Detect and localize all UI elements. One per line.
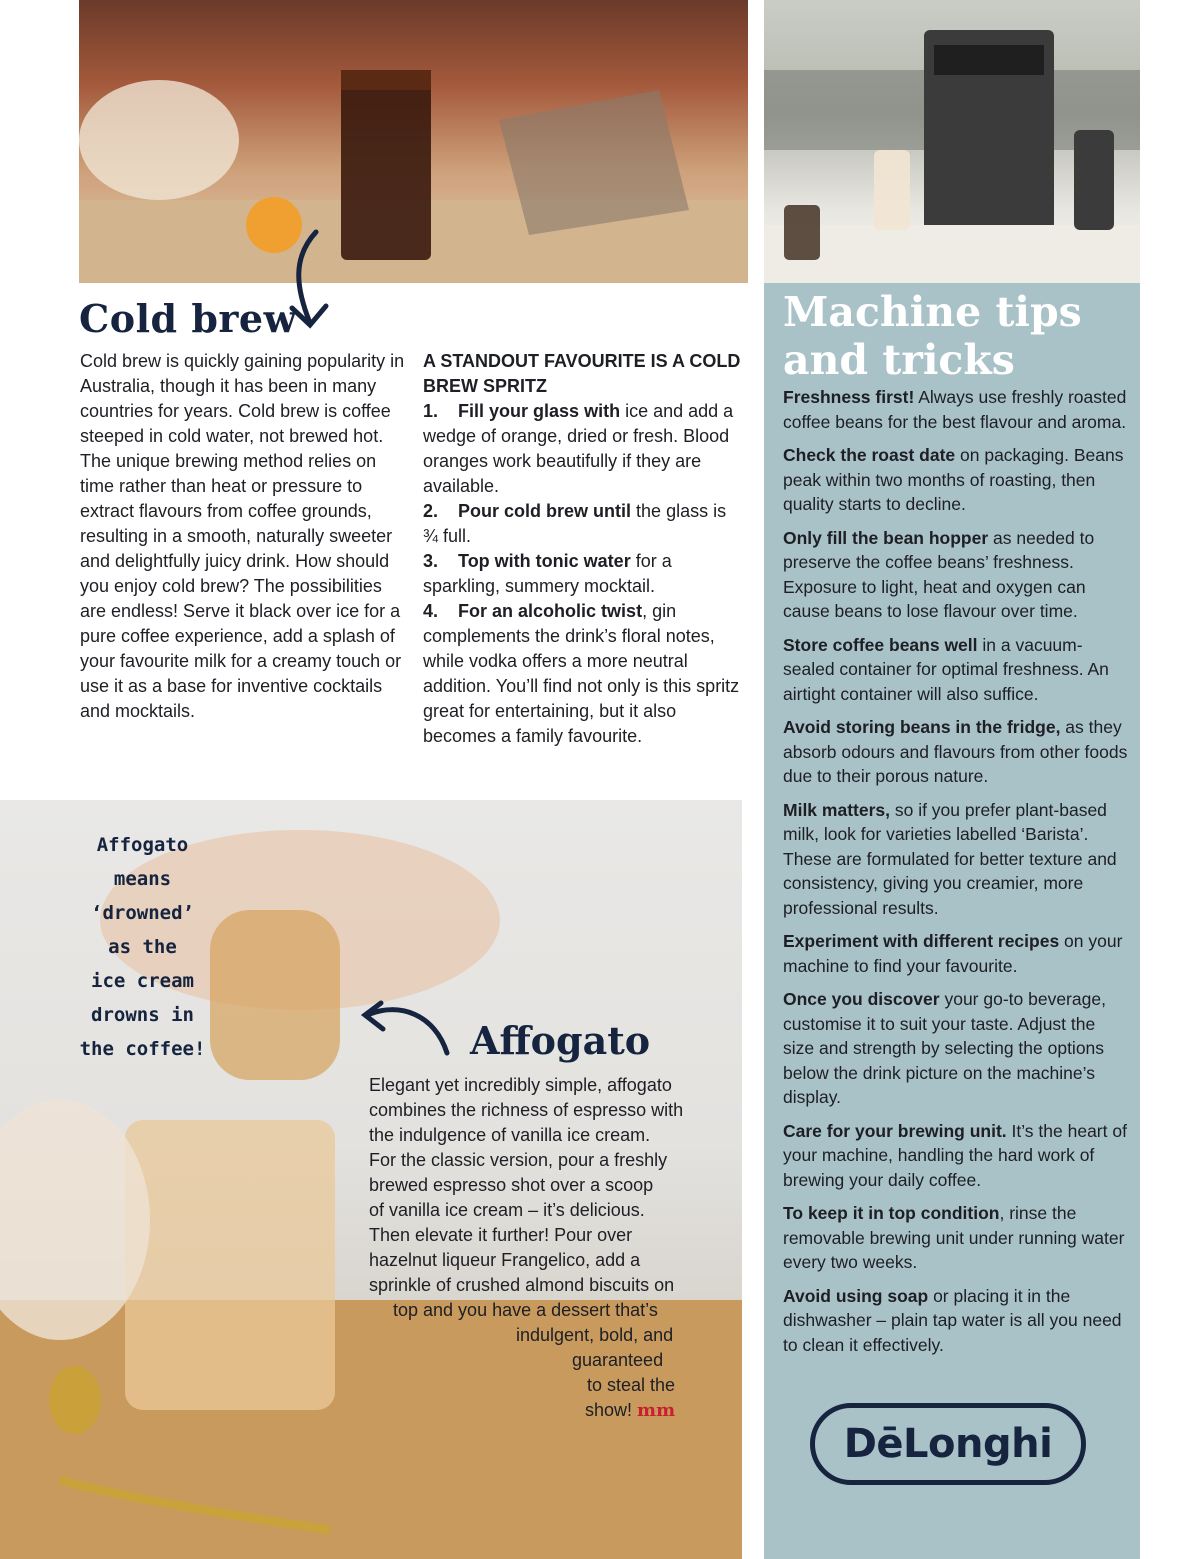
coffee-machine-photo: [764, 0, 1140, 283]
affogato-side-note: Affogato means ‘drowned’ as the ice cream drowns in the coffee!: [79, 834, 206, 1060]
affogato-body: Elegant yet incredibly simple, affogato combines the richness of espresso with the indulgence of vanilla ice cream. For the classic version, pour a freshly brewed espresso shot over a scoop of vanilla ice cream – it’s delicious. Then elevate it further! Pour over hazelnut liqueur Frangelico, add a sprinkle of crushed almond biscuits on top and you have a dessert that’s indulgent, bold, and guaranteed to steal the show! mm: [369, 1075, 684, 1421]
tip-item: Store coffee beans well in a vacuum-sealed container for optimal freshness. An airtight container will also suffice.: [783, 634, 1109, 704]
recipe-step: 4. For an alcoholic twist, gin complements the drink’s floral notes, while vodka offers a more neutral addition. You’ll find not only is this spritz great for entertaining, but it also becomes a family favourite.: [423, 601, 740, 746]
curved-arrow-left-icon: [355, 995, 455, 1057]
tip-item: Once you discover your go-to beverage, customise it to suit your taste. Adjust the size and strength by selecting the options below the drink picture on the machine’s display.: [783, 989, 1106, 1107]
tip-item: Avoid using soap or placing it in the dishwasher – plain tap water is all you need to clean it effectively.: [783, 1285, 1122, 1355]
tip-item: Experiment with different recipes on your machine to find your favourite.: [783, 931, 1123, 976]
machine-tips-title: Machine tips and tricks: [783, 288, 1082, 384]
tip-item: To keep it in top condition, rinse the removable brewing unit under running water every two weeks.: [783, 1203, 1125, 1272]
tip-item: Check the roast date on packaging. Beans peak within two months of roasting, then quality starts to decline.: [783, 445, 1124, 514]
spritz-recipe: [423, 349, 743, 749]
cold-brew-photo: [79, 0, 748, 283]
recipe-step: 2. Pour cold brew until the glass is ¾ full.: [423, 501, 727, 546]
cold-brew-body: Cold brew is quickly gaining popularity in Australia, though it has been in many countries for years. Cold brew is coffee steeped in cold water, not brewed hot. The unique brewing method relies on time rather than heat or pressure to extract flavours from coffee grounds, resulting in a smooth, naturally sweeter and delightfully juicy drink. How should you enjoy cold brew? The possibilities are endless! Serve it black over ice for a pure coffee experience, add a splash of your favourite milk for a creamy touch or use it as a base for inventive cocktails and mocktails.: [80, 351, 405, 721]
tip-item: Freshness first! Always use freshly roasted coffee beans for the best flavour and aroma.: [783, 387, 1127, 432]
recipe-step: 3. Top with tonic water for a sparkling, summery mocktail.: [423, 551, 672, 596]
recipe-step: 1. Fill your glass with ice and add a wedge of orange, dried or fresh. Blood oranges work beautifully if they are available.: [423, 401, 734, 496]
spritz-heading: A STANDOUT FAVOURITE IS A COLD BREW SPRITZ: [423, 351, 741, 396]
curved-arrow-down-icon: [284, 228, 334, 333]
tip-item: Avoid storing beans in the fridge, as they absorb odours and flavours from other foods due to their porous nature.: [783, 717, 1128, 786]
delonghi-logo: DēLonghi: [810, 1403, 1086, 1485]
cold-brew-glass-illustration: [79, 0, 748, 283]
tip-item: Care for your brewing unit. It’s the heart of your machine, handling the hard work of brewing your daily coffee.: [783, 1120, 1127, 1190]
machine-tips-list: [783, 385, 1128, 1366]
tip-item: Only fill the bean hopper as needed to preserve the coffee beans’ freshness. Exposure to light, heat and oxygen can cause beans to lose flavour over time.: [783, 527, 1095, 621]
tip-item: Milk matters, so if you prefer plant-based milk, look for varieties labelled ‘Barista’. These are formulated for better texture and consistency, giving you creamier, more professional results.: [783, 799, 1117, 918]
affogato-title: Affogato: [470, 1018, 651, 1063]
cold-brew-title: Cold brew: [79, 296, 297, 341]
coffee-machine-illustration: [764, 0, 1140, 283]
mm-signoff: mm: [637, 1400, 676, 1421]
